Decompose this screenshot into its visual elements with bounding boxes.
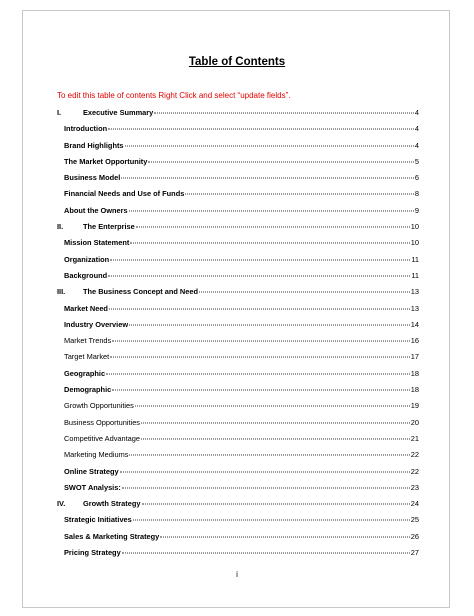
toc-entry-label: Pricing Strategy — [64, 548, 121, 558]
toc-page-number: 19 — [410, 401, 419, 411]
toc-page-number: 9 — [414, 205, 419, 215]
toc-entry-label: Industry Overview — [64, 319, 129, 329]
toc-entry-label: Executive Summary — [83, 108, 154, 117]
toc-entry[interactable] — [57, 238, 419, 254]
toc-section-entry[interactable] — [57, 287, 419, 303]
dot-leader — [133, 520, 410, 521]
toc-page-number: 22 — [410, 466, 419, 476]
dot-leader — [129, 210, 414, 211]
toc-entry-label: Market Need — [64, 303, 108, 313]
dot-leader — [109, 308, 410, 309]
toc-entry[interactable] — [57, 352, 419, 368]
toc-entry-label: The Business Concept and Need — [83, 287, 198, 297]
toc-entry[interactable] — [57, 483, 419, 499]
toc-section-number: III. — [57, 287, 66, 297]
toc-section-entry[interactable] — [57, 499, 419, 515]
dot-leader — [112, 390, 410, 391]
dot-leader — [108, 275, 410, 276]
dot-leader — [154, 113, 414, 114]
toc-entry[interactable] — [57, 548, 419, 564]
toc-entry[interactable] — [57, 467, 419, 483]
toc-entry[interactable] — [57, 271, 419, 287]
toc-entry[interactable] — [57, 401, 419, 417]
toc-page-number: 8 — [414, 189, 419, 199]
dot-leader — [106, 373, 410, 374]
dot-leader — [129, 324, 410, 325]
toc-entry[interactable] — [57, 141, 419, 157]
toc-section-number: I. — [57, 108, 62, 117]
toc-page-number: 4 — [414, 124, 419, 134]
toc-entry-label: Sales & Marketing Strategy — [64, 531, 160, 541]
toc-entry[interactable] — [57, 304, 419, 320]
toc-entry[interactable] — [57, 369, 419, 385]
toc-entry-label: Target Market — [64, 352, 110, 362]
toc-page-number: 23 — [410, 482, 419, 492]
toc-entry-label: Financial Needs and Use of Funds — [64, 189, 185, 199]
toc-page-number: 25 — [410, 515, 419, 525]
table-of-contents — [57, 108, 419, 564]
toc-entry-label: Business Model — [64, 173, 121, 183]
toc-page-number: 18 — [410, 385, 419, 395]
toc-page-number: 17 — [410, 352, 419, 362]
toc-entry[interactable] — [57, 189, 419, 205]
toc-entry[interactable] — [57, 206, 419, 222]
dot-leader — [141, 438, 410, 439]
toc-page-number: 18 — [410, 368, 419, 378]
toc-page-number: 20 — [410, 417, 419, 427]
toc-entry[interactable] — [57, 336, 419, 352]
toc-entry[interactable] — [57, 434, 419, 450]
toc-page-number: 27 — [410, 548, 419, 558]
dot-leader — [129, 455, 409, 456]
toc-page-number: 22 — [410, 450, 419, 460]
toc-entry-label: Marketing Mediums — [64, 450, 129, 460]
toc-page-number: 11 — [411, 254, 419, 264]
toc-page-number: 10 — [410, 222, 419, 232]
toc-section-number: II. — [57, 222, 64, 232]
dot-leader — [125, 145, 414, 146]
dot-leader — [110, 357, 410, 358]
dot-leader — [122, 553, 410, 554]
toc-entry-label: Mission Statement — [64, 238, 130, 248]
toc-entry[interactable] — [57, 255, 419, 271]
toc-page-number: 26 — [410, 531, 419, 541]
dot-leader — [108, 129, 414, 130]
toc-entry-label: Growth Strategy — [83, 499, 141, 509]
dot-leader — [122, 487, 410, 488]
toc-entry[interactable] — [57, 418, 419, 434]
dot-leader — [121, 178, 414, 179]
dot-leader — [160, 536, 409, 537]
toc-entry[interactable] — [57, 157, 419, 173]
toc-entry-label: Business Opportunities — [64, 417, 140, 427]
toc-entry-label: Geographic — [64, 368, 106, 378]
toc-entry-label: Strategic Initiatives — [64, 515, 132, 525]
dot-leader — [142, 504, 410, 505]
toc-page-number: 11 — [411, 270, 419, 280]
dot-leader — [130, 243, 409, 244]
toc-entry[interactable] — [57, 320, 419, 336]
toc-page-number: 10 — [410, 238, 419, 248]
toc-page-number: 5 — [414, 156, 419, 166]
toc-entry-label: The Enterprise — [83, 222, 135, 232]
page-title: Table of Contents — [188, 56, 286, 68]
toc-page-number: 4 — [414, 108, 419, 117]
toc-section-entry[interactable] — [57, 108, 419, 124]
toc-entry[interactable] — [57, 532, 419, 548]
toc-page-number: 13 — [410, 287, 419, 297]
dot-leader — [141, 422, 410, 423]
toc-entry-label: Growth Opportunities — [64, 401, 134, 411]
dot-leader — [148, 161, 414, 162]
toc-entry[interactable] — [57, 450, 419, 466]
edit-instructions: To edit this table of contents Right Click and select “update fields”. — [57, 91, 291, 100]
toc-entry-label: About the Owners — [64, 205, 128, 215]
toc-entry-label: Market Trends — [64, 336, 112, 346]
toc-entry-label: Demographic — [64, 385, 112, 395]
toc-section-number: IV. — [57, 499, 66, 509]
toc-entry-label: Background — [64, 270, 108, 280]
dot-leader — [185, 194, 414, 195]
toc-entry[interactable] — [57, 124, 419, 140]
toc-entry-label: Competitive Advantage — [64, 433, 141, 443]
dot-leader — [136, 227, 410, 228]
dot-leader — [199, 292, 410, 293]
toc-entry[interactable] — [57, 515, 419, 531]
toc-entry[interactable] — [57, 385, 419, 401]
toc-entry-label: Online Strategy — [64, 466, 119, 476]
toc-entry-label: The Market Opportunity — [64, 156, 148, 166]
toc-entry-label: Organization — [64, 254, 110, 264]
toc-page-number: 16 — [410, 336, 419, 346]
dot-leader — [110, 259, 410, 260]
dot-leader — [135, 406, 410, 407]
toc-section-entry[interactable] — [57, 222, 419, 238]
page-number-footer: i — [236, 570, 238, 579]
toc-page-number: 21 — [410, 433, 419, 443]
toc-page-number: 4 — [414, 140, 419, 150]
toc-entry-label: Introduction — [64, 124, 108, 134]
dot-leader — [120, 471, 410, 472]
toc-page-number: 13 — [410, 303, 419, 313]
toc-page-number: 6 — [414, 173, 419, 183]
dot-leader — [112, 341, 410, 342]
toc-entry-label: SWOT Analysis: — [64, 482, 121, 492]
toc-page-number: 14 — [410, 319, 419, 329]
toc-page-number: 24 — [410, 499, 419, 509]
toc-entry[interactable] — [57, 173, 419, 189]
toc-entry-label: Brand Highlights — [64, 140, 124, 150]
